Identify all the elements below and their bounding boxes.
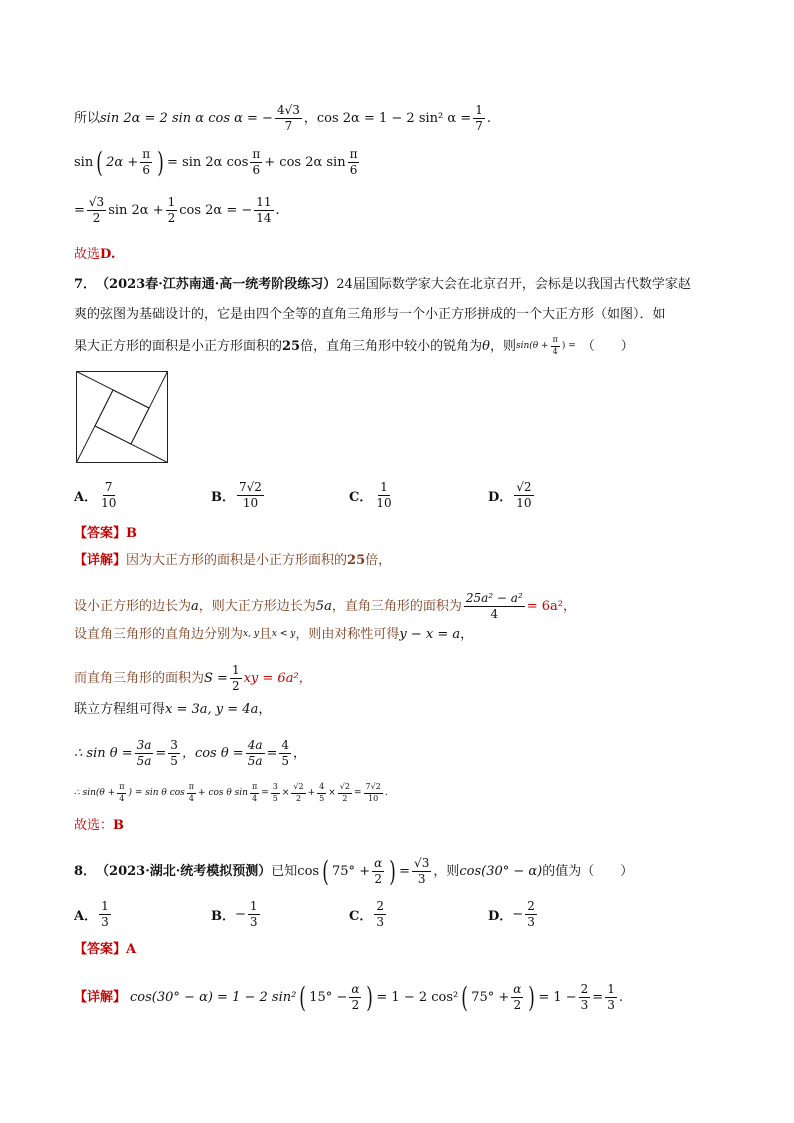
choose-text: 故选： bbox=[74, 818, 114, 833]
formula: ) = sin θ cos bbox=[128, 787, 185, 798]
fraction: $\frac{2}{3}$ bbox=[580, 982, 589, 1013]
question-text: ，则 bbox=[489, 338, 516, 354]
fraction: $\frac{1}{10}$ bbox=[376, 480, 392, 511]
fraction: $\frac{√2}{2}$ bbox=[339, 782, 350, 803]
fraction: $\frac{\pi}{4}$ bbox=[188, 782, 195, 803]
option-label: B． bbox=[211, 490, 235, 506]
option-label: B． bbox=[211, 909, 235, 925]
question-number: 8． bbox=[74, 864, 97, 880]
solution-text: 且 bbox=[258, 627, 272, 642]
option-label: C． bbox=[349, 490, 373, 506]
period: . bbox=[618, 990, 623, 1006]
solution-text: ，则大正方形边长为 bbox=[198, 599, 316, 615]
fraction: $\frac{2}{3}$ bbox=[376, 899, 384, 930]
inequality: x < y bbox=[271, 629, 296, 639]
question-text: 果大正方形的面积是小正方形面积的 bbox=[74, 338, 283, 354]
solution-text: ，直角三角形的面积为 bbox=[331, 599, 462, 615]
solution-8 bbox=[74, 980, 623, 1014]
formula: S = bbox=[204, 671, 228, 687]
answer-tag: 【答案】 bbox=[74, 942, 127, 957]
question-text: 24届国际数学家大会在北京召开，会标是以我国古代数学家赵 bbox=[336, 277, 691, 292]
option-a[interactable] bbox=[74, 481, 120, 510]
fraction: $\frac{\alpha}{2}$ bbox=[351, 982, 360, 1013]
formula: 75° + bbox=[332, 864, 371, 880]
formula: = sin 2α cos bbox=[167, 155, 249, 171]
detail-tag: 【详解】 bbox=[74, 553, 127, 568]
question-7-line-2 bbox=[74, 308, 666, 321]
fraction: $\frac{4}{5}$ bbox=[281, 738, 290, 769]
fraction: $\frac{\pi}{4}$ bbox=[119, 782, 125, 803]
question-number: 7． bbox=[74, 277, 97, 292]
answer-value: A bbox=[126, 942, 137, 957]
solution-7-line-7 bbox=[74, 783, 388, 804]
fraction: $\frac{1}{7}$ bbox=[475, 103, 483, 134]
choose-text: 故选 bbox=[74, 247, 101, 262]
solution-text: 设小正方形的边长为 bbox=[74, 599, 192, 615]
option-c[interactable] bbox=[349, 481, 396, 510]
fraction: $\frac{3}{5}$ bbox=[170, 738, 178, 769]
solution-line-3 bbox=[74, 196, 280, 225]
formula: xy = 6a²， bbox=[243, 671, 312, 687]
comma: ， bbox=[258, 702, 272, 717]
solution-text: 设直角三角形的直角边分别为 bbox=[74, 627, 244, 642]
formula: = 1 − bbox=[538, 990, 577, 1006]
detail-tag: 【详解】 bbox=[74, 990, 127, 1006]
fraction: $\frac{2}{3}$ bbox=[527, 899, 535, 930]
equals: = bbox=[74, 203, 85, 219]
times: × bbox=[328, 787, 336, 798]
option-d[interactable] bbox=[488, 481, 536, 510]
formula: = 6a²， bbox=[526, 599, 576, 615]
formula: cos 2α = − bbox=[179, 203, 253, 219]
formula: cos bbox=[297, 864, 320, 880]
expression: ) = bbox=[561, 340, 576, 351]
fraction: $\frac{\alpha}{2}$ bbox=[513, 982, 522, 1013]
formula: sin bbox=[74, 155, 94, 171]
formula: sin 2α + bbox=[108, 203, 164, 219]
fraction: $\frac{\pi}{6}$ bbox=[252, 147, 261, 178]
equals: = bbox=[592, 990, 604, 1006]
question-text: 已知 bbox=[271, 864, 298, 880]
fraction: $\frac{\pi}{6}$ bbox=[142, 147, 151, 178]
fraction: $\frac{4a}{5a}$ bbox=[247, 738, 263, 769]
formula: = 1 − 2 cos² bbox=[376, 990, 459, 1006]
fraction: $\frac{1}{2}$ bbox=[167, 195, 176, 226]
fraction: $\frac{√3}{3}$ bbox=[414, 856, 430, 887]
fraction: $\frac{1}{3}$ bbox=[249, 899, 258, 930]
answer-value: B bbox=[126, 526, 138, 541]
equals: = bbox=[399, 864, 411, 880]
solution-text: 联立方程组可得 bbox=[74, 702, 166, 717]
formula: sin 2α = 2 sin α cos α = − bbox=[100, 111, 273, 127]
variables: x, y bbox=[243, 629, 259, 639]
answer-line-8 bbox=[74, 943, 136, 956]
expression: sin(θ + bbox=[515, 340, 549, 351]
solution-text: 因为大正方形的面积是小正方形面积的 bbox=[126, 553, 348, 568]
period: . bbox=[275, 203, 280, 219]
question-source: （2023春·江苏南通·高一统考阶段练习） bbox=[96, 277, 337, 292]
question-text: 倍，直角三角形中较小的锐角为 bbox=[300, 338, 483, 354]
fraction: $\frac{\alpha}{2}$ bbox=[374, 856, 383, 887]
solution-7-line-4 bbox=[74, 664, 312, 693]
option-b[interactable] bbox=[211, 481, 266, 510]
solution-7-line-6 bbox=[74, 739, 306, 768]
solution-7-line-1 bbox=[74, 554, 391, 567]
right-paren: ) bbox=[528, 980, 536, 1014]
fraction: $\frac{3a}{5a}$ bbox=[136, 738, 152, 769]
fraction: $\frac{11}{14}$ bbox=[256, 195, 272, 226]
right-paren: ) bbox=[366, 980, 374, 1014]
formula: y − x = a bbox=[399, 627, 461, 642]
solution-text: ，则由对称性可得 bbox=[295, 627, 400, 642]
choose-line bbox=[74, 248, 115, 261]
question-text: 的值为（ ） bbox=[542, 864, 634, 880]
fraction: $\frac{√2}{2}$ bbox=[293, 782, 304, 803]
fraction: $\frac{3}{5}$ bbox=[272, 782, 278, 803]
question-7-line-3 bbox=[74, 336, 634, 357]
question-7-line-1 bbox=[74, 278, 691, 291]
formula: ，cos θ = bbox=[181, 746, 244, 762]
choose-answer: B bbox=[113, 818, 125, 833]
fraction: $\frac{1}{3}$ bbox=[607, 982, 615, 1013]
left-paren: ( bbox=[299, 980, 307, 1014]
times: × bbox=[281, 787, 290, 798]
left-paren: ( bbox=[461, 980, 468, 1014]
solution-7-line-3 bbox=[74, 628, 473, 641]
option-c[interactable] bbox=[349, 900, 388, 929]
formula: 15° − bbox=[309, 990, 348, 1006]
formula: + cos θ sin bbox=[198, 787, 248, 798]
fraction: $\frac{7√2}{10}$ bbox=[239, 480, 262, 511]
formula: ∴ sin θ = bbox=[74, 746, 133, 762]
fraction: $\frac{1}{3}$ bbox=[101, 899, 109, 930]
formula: cos(30° − α) = 1 − 2 sin² bbox=[130, 990, 297, 1006]
left-paren: ( bbox=[96, 145, 103, 179]
solution-text: 而直角三角形的面积为 bbox=[74, 671, 205, 687]
solution-7-line-2 bbox=[74, 592, 576, 621]
choose-line-7 bbox=[74, 819, 124, 832]
sign: − bbox=[235, 907, 246, 923]
answer-tag: 【答案】 bbox=[74, 526, 127, 541]
fraction: $\frac{√3}{2}$ bbox=[88, 195, 105, 226]
theta: θ bbox=[482, 338, 490, 354]
answer-line-7 bbox=[74, 527, 137, 540]
question-source: （2023·湖北·统考模拟预测） bbox=[96, 864, 272, 880]
option-b[interactable] bbox=[211, 900, 262, 929]
zhao-shuang-figure bbox=[76, 371, 168, 463]
fraction: $\frac{\text{25a² − a²}}{4}$ bbox=[465, 591, 523, 622]
choose-answer: D. bbox=[100, 247, 116, 262]
text: 所以 bbox=[74, 111, 101, 127]
fraction: $\frac{4}{5}$ bbox=[319, 782, 325, 803]
fraction: $\frac{1}{2}$ bbox=[231, 663, 240, 694]
variable: a bbox=[191, 599, 199, 615]
equals: = bbox=[353, 787, 362, 798]
right-paren: ) bbox=[389, 854, 396, 888]
formula: 2α + bbox=[106, 155, 139, 171]
period: . bbox=[384, 787, 388, 798]
fraction: $\frac{7}{10}$ bbox=[101, 480, 117, 511]
fraction: $\frac{\pi}{4}$ bbox=[251, 782, 258, 803]
option-label: C． bbox=[349, 909, 373, 925]
solution-line-1 bbox=[74, 104, 491, 133]
fraction: $\frac{√2}{10}$ bbox=[516, 480, 532, 511]
fraction: $\frac{7√2}{10}$ bbox=[365, 782, 381, 803]
inner-square bbox=[95, 390, 149, 444]
formula: + cos 2α sin bbox=[264, 155, 346, 171]
sign: − bbox=[512, 907, 524, 923]
option-d[interactable] bbox=[488, 900, 539, 929]
fraction: $\frac{\pi}{6}$ bbox=[349, 147, 358, 178]
fraction: $\frac{4√3}{7}$ bbox=[276, 103, 300, 134]
formula: x = 3a, y = 4a bbox=[165, 702, 259, 717]
plus: + bbox=[307, 787, 316, 798]
equals: = bbox=[155, 746, 167, 762]
solution-line-2 bbox=[74, 145, 361, 179]
solution-7-line-5 bbox=[74, 703, 271, 716]
equals: = bbox=[261, 787, 269, 798]
right-paren: ) bbox=[157, 145, 164, 179]
equals: = bbox=[266, 746, 278, 762]
formula: ，cos 2α = 1 − 2 sin² α = bbox=[303, 111, 472, 127]
outer-square bbox=[77, 372, 168, 463]
comma: ， bbox=[293, 746, 307, 762]
question-text: ，则 bbox=[433, 864, 460, 880]
fraction: $\frac{\pi}{4}$ bbox=[552, 335, 558, 356]
comma: ， bbox=[460, 627, 474, 642]
formula: cos(30° − α) bbox=[459, 864, 543, 880]
option-label: D． bbox=[488, 490, 513, 506]
period: . bbox=[486, 111, 491, 127]
option-label: A． bbox=[74, 909, 98, 925]
question-8 bbox=[74, 854, 634, 888]
option-label: A． bbox=[74, 490, 98, 506]
option-label: D． bbox=[488, 909, 513, 925]
formula: 75° + bbox=[471, 990, 510, 1006]
formula: ∴ sin(θ + bbox=[74, 787, 116, 798]
number: 25 bbox=[347, 553, 366, 568]
question-text: 爽的弦图为基础设计的，它是由四个全等的直角三角形与一个小正方形拼成的一个大正方形（如图）．如 bbox=[74, 307, 666, 322]
answer-blank: （ ） bbox=[581, 338, 634, 354]
formula: 5a bbox=[315, 599, 332, 615]
number: 25 bbox=[282, 338, 301, 354]
option-a[interactable] bbox=[74, 900, 113, 929]
solution-text: 倍， bbox=[365, 553, 392, 568]
left-paren: ( bbox=[322, 854, 329, 888]
